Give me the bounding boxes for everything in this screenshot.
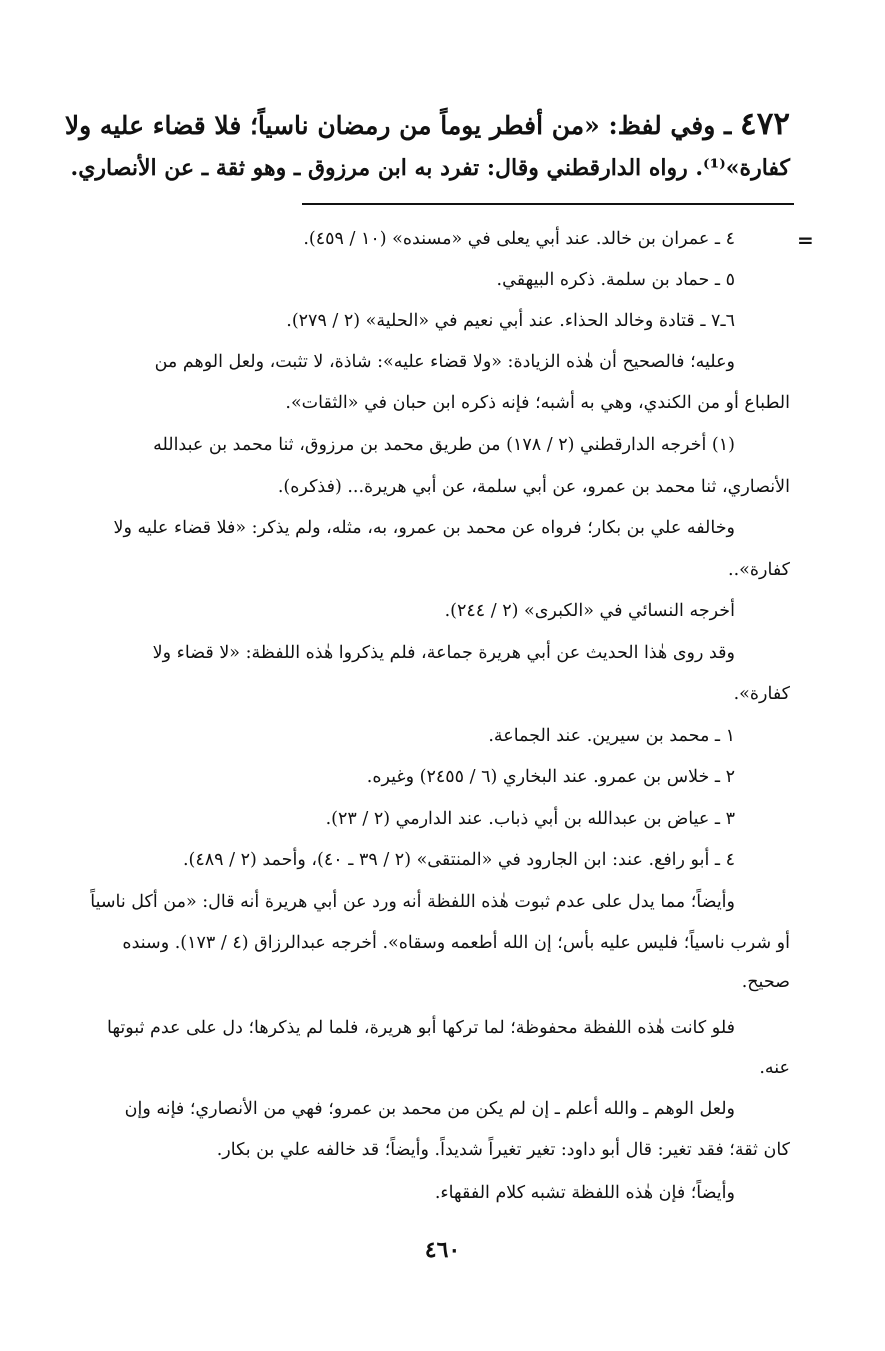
separator-rule [302,203,794,205]
footnote-line: وأيضاً؛ مما يدل على عدم ثبوت هٰذه اللفظة أنه ورد عن أبي هريرة أنه قال: «من أكل ناسياً [90,892,735,912]
footnote-line: كان ثقة؛ فقد تغير: قال أبو داود: تغير تغيراً شديداً. وأيضاً؛ قد خالفه علي بن بكار. [216,1140,790,1160]
footnote-line: ٥ ـ حماد بن سلمة. ذكره البيهقي. [496,270,735,290]
footnote-line: ٤ ـ أبو رافع. عند: ابن الجارود في «المنتقى» (٢ / ٣٩ ـ ٤٠)، وأحمد (٢ / ٤٨٩). [182,850,735,870]
footnote-line: ١ ـ محمد بن سيرين. عند الجماعة. [488,726,735,746]
continuation-mark: = [797,228,814,252]
hadith-heading-line-2: كفارة»⁽¹⁾. رواه الدارقطني وقال: تفرد به ابن مرزوق ـ وهو ثقة ـ عن الأنصاري. [70,155,790,181]
footnote-line: ٤ ـ عمران بن خالد. عند أبي يعلى في «مسنده» (١٠ / ٤٥٩). [303,229,735,249]
footnote-line: وعليه؛ فالصحيح أن هٰذه الزيادة: «ولا قضاء عليه»: شاذة، لا تثبت، ولعل الوهم من [154,352,735,372]
footnote-line: ٢ ـ خلاس بن عمرو. عند البخاري (٦ / ٢٤٥٥) وغيره. [366,767,735,787]
footnote-line: وخالفه علي بن بكار؛ فرواه عن محمد بن عمرو، به، مثله، ولم يذكر: «فلا قضاء عليه ولا [113,518,735,538]
footnote-line: أخرجه النسائي في «الكبرى» (٢ / ٢٤٤). [444,601,735,621]
footnote-line: عنه. [759,1058,790,1078]
footnote-line: أو شرب ناسياً؛ فليس عليه بأس؛ إن الله أطعمه وسقاه». أخرجه عبدالرزاق (٤ / ١٧٣). وسنده [122,933,790,953]
footnote-line: ولعل الوهم ـ والله أعلم ـ إن لم يكن من محمد بن عمرو؛ فهي من الأنصاري؛ فإنه وإن [124,1099,735,1119]
hadith-number: ٤٧٢ [740,106,790,142]
footnote-line: الطباع أو من الكندي، وهي به أشبه؛ فإنه ذكره ابن حبان في «الثقات». [285,393,790,413]
footnote-line: كفارة».. [728,560,790,580]
hadith-text-line-1: ـ وفي لفظ: «من أفطر يوماً من رمضان ناسياً؛ فلا قضاء عليه ولا [64,111,732,140]
footnote-line: (١) أخرجه الدارقطني (٢ / ١٧٨) من طريق محمد بن مرزوق، ثنا محمد بن عبدالله [153,435,735,455]
footnote-line: وقد روى هٰذا الحديث عن أبي هريرة جماعة، فلم يذكروا هٰذه اللفظة: «لا قضاء ولا [152,643,735,663]
hadith-heading-line-1 [65,106,790,142]
footnote-line: ٦ـ٧ ـ قتادة وخالد الحذاء. عند أبي نعيم في «الحلية» (٢ / ٢٧٩). [286,311,735,331]
page-number: ٤٦٠ [424,1237,461,1263]
footnote-line: كفارة». [733,684,790,704]
footnote-line: الأنصاري، ثنا محمد بن عمرو، عن أبي سلمة، عن أبي هريرة... (فذكره). [277,477,790,497]
footnote-line: وأيضاً؛ فإن هٰذه اللفظة تشبه كلام الفقهاء. [434,1183,735,1203]
footnote-line: ٣ ـ عياض بن عبدالله بن أبي ذباب. عند الدارمي (٢ / ٢٣). [325,809,735,829]
footnote-line: صحيح. [741,972,790,992]
footnote-line: فلو كانت هٰذه اللفظة محفوظة؛ لما تركها أبو هريرة، فلما لم يذكرها؛ دل على عدم ثبوتها [106,1018,735,1038]
